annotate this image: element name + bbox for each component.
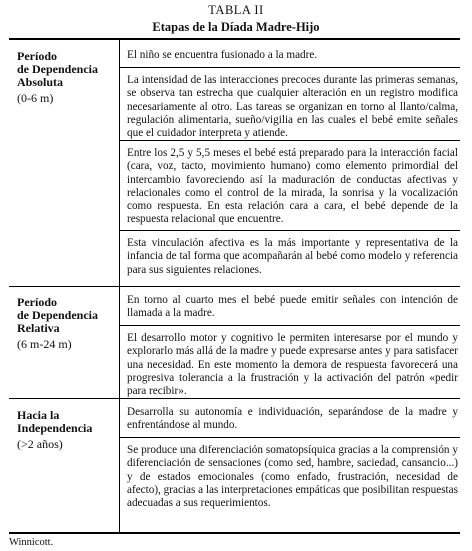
- stage-name-line: de Dependencia: [17, 308, 98, 322]
- stage-name-line: Relativa: [17, 321, 60, 335]
- paragraph-separator: [119, 230, 460, 231]
- stage-label-relativa: [17, 296, 115, 351]
- stage-label-absoluta: [17, 50, 115, 105]
- stage-name-line: Hacia la: [17, 408, 60, 422]
- paragraph-separator: [119, 325, 460, 326]
- stage-paragraph: Esta vinculación afectiva es la más importante y representativa de la infancia de tal forma que acompañarán al bebé como modelo y referencia para sus siguientes relaciones.: [127, 237, 458, 276]
- stage-name-line: Absoluta: [17, 75, 64, 89]
- stage-description-cell: [127, 74, 458, 140]
- stage-age-range: (6 m-24 m): [17, 337, 72, 351]
- stage-name-line: Período: [17, 295, 57, 309]
- table-top-rule: [9, 38, 460, 40]
- paragraph-separator: [119, 140, 460, 141]
- stage-description-cell: [127, 444, 458, 510]
- stage-name-line: de Dependencia: [17, 62, 98, 76]
- table-number: TABLA II: [208, 3, 264, 17]
- stage-age-range: (0-6 m): [17, 91, 54, 105]
- stage-paragraph: Desarrolla su autonomía e individuación, separándose de la madre y enfrentándose al mundo.: [127, 406, 458, 432]
- stage-paragraph: El desarrollo motor y cognitivo le permiten interesarse por el mundo y explorarlo más allá de la madre y puede expresarse antes y para satisfacer una necesidad. En este momento la demora de respuesta favorecerá una progresiva tolerancia a la frustración y la activación del patrón «pedir para recibir».: [127, 332, 458, 397]
- stage-paragraph: El niño se encuentra fusionado a la madre.: [127, 49, 318, 61]
- stage-description-cell: [127, 147, 458, 227]
- stage-label-independencia: [17, 409, 115, 451]
- paragraph-separator: [119, 67, 460, 68]
- table-source-note: Winnicott.: [9, 537, 54, 548]
- stage-age-range: (>2 años): [17, 437, 63, 451]
- table-title: Etapas de la Díada Madre-Hijo: [152, 20, 320, 34]
- row-divider: [9, 398, 460, 399]
- stage-paragraph: En torno al cuarto mes el bebé puede emitir señales con intención de llamada a la madre.: [127, 294, 458, 320]
- row-divider: [9, 286, 460, 287]
- stage-paragraph: Entre los 2,5 y 5,5 meses el bebé está preparado para la interacción facial (cara, voz, tacto, movimiento humano) como elemento primordial del intercambio favoreciendo así la maduración de conductas afectivas y relacionales como el control de la mirada, la sonrisa y la vocalización como respuesta. En esta relación cara a cara, el bebé depende de la respuesta relacional que encuentre.: [127, 147, 458, 226]
- paragraph-separator: [119, 437, 460, 438]
- stage-name-line: Período: [17, 49, 57, 63]
- stage-description-cell: [127, 237, 458, 277]
- stage-description-cell: [127, 406, 458, 433]
- stage-paragraph: Se produce una diferenciación somatopsíquica gracias a la comprensión y diferenciación de sensaciones (como sed, hambre, saciedad, cansancio...) y de estados emocionales (como enfado, frustración, necesidad de afecto), gracias a las interpretaciones empáticas que posibilitan respuestas adecuadas a sus requerimientos.: [127, 444, 458, 509]
- stage-paragraph: La intensidad de las interacciones precoces durante las primeras semanas, se observa tan estrecha que cualquier alteración en un registro modifica necesariamente al otro. Las tareas se organizan en torno al llanto/calma, regulación alimentaria, sueño/vigilia en las cuales el bebé emite señales que el cuidador interpreta y atiende.: [127, 74, 458, 139]
- stage-description-cell: [127, 49, 458, 62]
- stage-name-line: Independencia: [17, 421, 93, 435]
- table-bottom-rule: [9, 532, 460, 534]
- stage-description-cell: [127, 332, 458, 398]
- stage-description-cell: [127, 294, 458, 321]
